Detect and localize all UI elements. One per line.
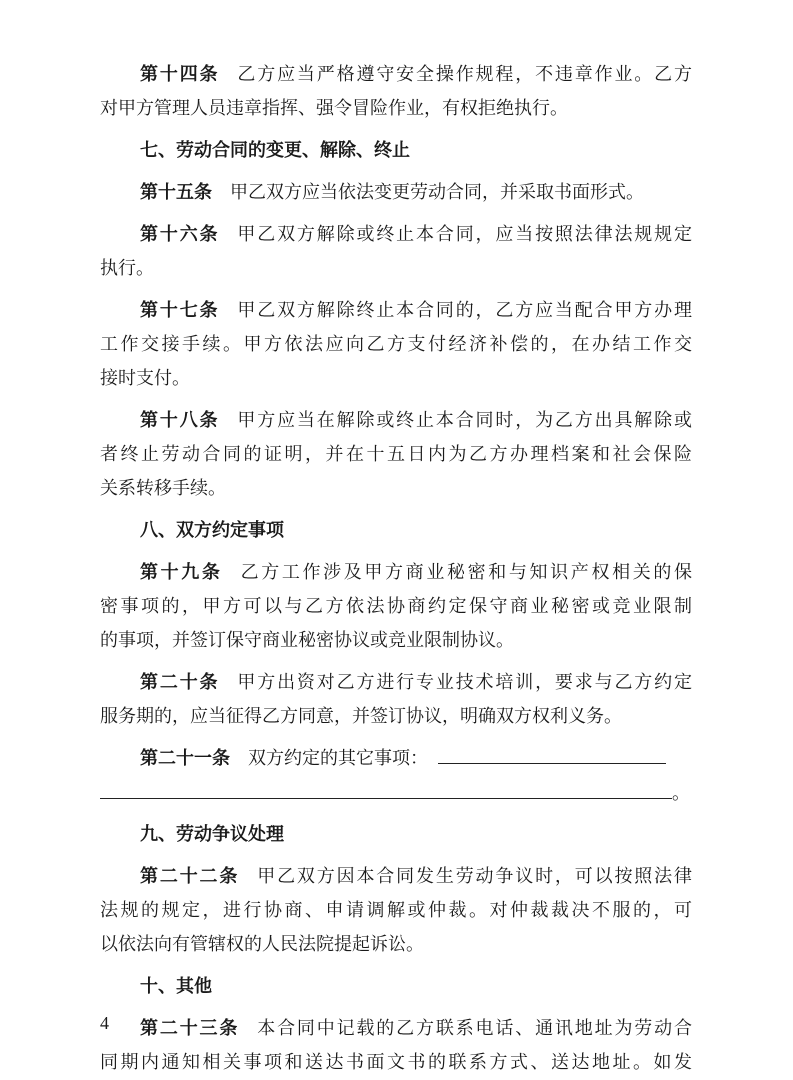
section-7-heading: 七、劳动合同的变更、解除、终止: [140, 140, 410, 161]
clause-17-line-3: 接时支付。: [100, 368, 190, 389]
clause-23-text-1: 本合同中记载的乙方联系电话、通讯地址为劳动合: [257, 1018, 692, 1039]
clause-23-line-2: 同期内通知相关事项和送达书面文书的联系方式、送达地址。如发: [100, 1052, 692, 1073]
clause-20-line-2: 服务期的，应当征得乙方同意，并签订协议，明确双方权利义务。: [100, 706, 622, 727]
clause-16-text-1: 甲乙双方解除或终止本合同，应当按照法律法规规定: [237, 224, 692, 245]
clause-14-line-2: 对甲方管理人员违章指挥、强令冒险作业，有权拒绝执行。: [100, 98, 568, 119]
fill-in-blank-2: [100, 776, 672, 799]
clause-22-line-2: 法规的规定，进行协商、申请调解或仲裁。对仲裁裁决不服的，可: [100, 900, 692, 921]
clause-23-label: 第二十三条: [140, 1018, 240, 1039]
clause-15-text-1: 甲乙双方应当依法变更劳动合同，并采取书面形式。: [230, 182, 644, 203]
clause-14-label: 第十四条: [140, 64, 220, 85]
section-9-heading: 九、劳动争议处理: [140, 824, 284, 845]
clause-19-text-1: 乙方工作涉及甲方商业秘密和与知识产权相关的保: [240, 562, 692, 583]
clause-16-line-2: 执行。: [100, 258, 154, 279]
section-10-heading: 十、其他: [140, 976, 212, 997]
clause-22-line-3: 以依法向有管辖权的人民法院提起诉讼。: [100, 934, 424, 955]
clause-20-label: 第二十条: [140, 672, 220, 693]
clause-19-line-1: [100, 556, 692, 590]
page-number: 4: [100, 1013, 109, 1033]
clause-21-end-punct: 。: [672, 783, 690, 804]
clause-18-label: 第十八条: [140, 410, 220, 431]
clause-17-text-1: 甲乙双方解除终止本合同的，乙方应当配合甲方办理: [237, 300, 692, 321]
clause-14-line-1: [100, 58, 692, 92]
clause-17-line-1: [100, 294, 692, 328]
clause-21-label: 第二十一条: [140, 748, 230, 769]
clause-22-label: 第二十二条: [140, 866, 240, 887]
clause-19-line-2: 密事项的，甲方可以与乙方依法协商约定保守商业秘密或竞业限制: [100, 596, 692, 617]
clause-15-label: 第十五条: [140, 182, 212, 203]
clause-16-line-1: [100, 218, 692, 252]
fill-in-blank-1: [438, 743, 666, 764]
clause-17-label: 第十七条: [140, 300, 220, 321]
clause-18-text-1: 甲方应当在解除或终止本合同时，为乙方出具解除或: [237, 410, 692, 431]
clause-18-line-1: [100, 404, 692, 438]
clause-20-line-1: [100, 666, 692, 700]
clause-21-line-2: [100, 776, 692, 810]
clause-16-label: 第十六条: [140, 224, 220, 245]
clause-17-line-2: 工作交接手续。甲方依法应向乙方支付经济补偿的，在办结工作交: [100, 334, 692, 355]
section-8-heading: 八、双方约定事项: [140, 520, 284, 541]
clause-14-text-1: 乙方应当严格遵守安全操作规程，不违章作业。乙方: [237, 64, 692, 85]
clause-19-line-3: 的事项，并签订保守商业秘密协议或竞业限制协议。: [100, 630, 514, 651]
clause-23-line-1: [100, 1012, 692, 1046]
clause-19-label: 第十九条: [140, 562, 223, 583]
clause-20-text-1: 甲方出资对乙方进行专业技术培训，要求与乙方约定: [237, 672, 692, 693]
clause-15-line-1: [100, 176, 692, 210]
clause-21-line-1: [100, 742, 692, 776]
clause-22-line-1: [100, 860, 692, 894]
contract-body: [100, 58, 692, 1080]
clause-21-text-1: 双方约定的其它事项：: [248, 748, 428, 769]
clause-22-text-1: 甲乙双方因本合同发生劳动争议时，可以按照法律: [257, 866, 692, 887]
clause-18-line-2: 者终止劳动合同的证明，并在十五日内为乙方办理档案和社会保险: [100, 444, 692, 465]
clause-18-line-3: 关系转移手续。: [100, 478, 226, 499]
